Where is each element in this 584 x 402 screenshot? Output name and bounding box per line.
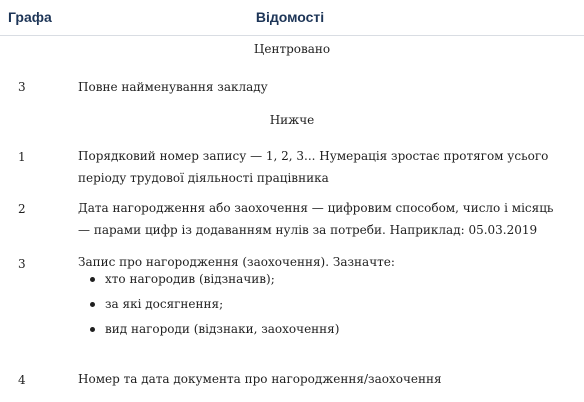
list-item-text: хто нагородив (відзначив); <box>105 272 275 286</box>
list-item <box>78 318 564 340</box>
list-item-text: за які досягнення; <box>105 297 224 311</box>
row-number: 3 <box>18 257 26 271</box>
row-text: Номер та дата документа про нагородження/заохочення <box>78 372 442 386</box>
row-text: Запис про нагородження (заохочення). Зазначте: <box>78 255 395 269</box>
list-item-text: вид нагороди (відзнаки, заохочення) <box>105 322 340 336</box>
column-header-grafa: Графа <box>8 9 52 25</box>
row-number: 3 <box>18 80 26 94</box>
bullet-icon <box>90 327 95 332</box>
section-title-centered: Центровано <box>253 42 331 56</box>
row-number: 1 <box>18 150 26 164</box>
bullet-icon <box>90 302 95 307</box>
list-item <box>78 293 564 315</box>
row-text: Порядковий номер запису — 1, 2, 3... Нумерація зростає протягом усього періоду трудової діяльності працівника <box>78 149 549 185</box>
row-text: Повне найменування закладу <box>78 80 268 94</box>
column-header-vidomosti: Відомості <box>255 9 325 25</box>
section-title-below: Нижче <box>269 113 315 127</box>
bullet-icon <box>90 277 95 282</box>
row-number: 2 <box>18 202 26 216</box>
row-number: 4 <box>18 373 26 387</box>
bullet-list <box>78 268 564 343</box>
list-item <box>78 268 564 290</box>
row-text: Дата нагородження або заохочення — цифровим способом, число і місяць — парами цифр із додаванням нулів за потреби. Наприклад: 05.03.2019 <box>78 201 554 237</box>
table-header <box>0 0 584 36</box>
